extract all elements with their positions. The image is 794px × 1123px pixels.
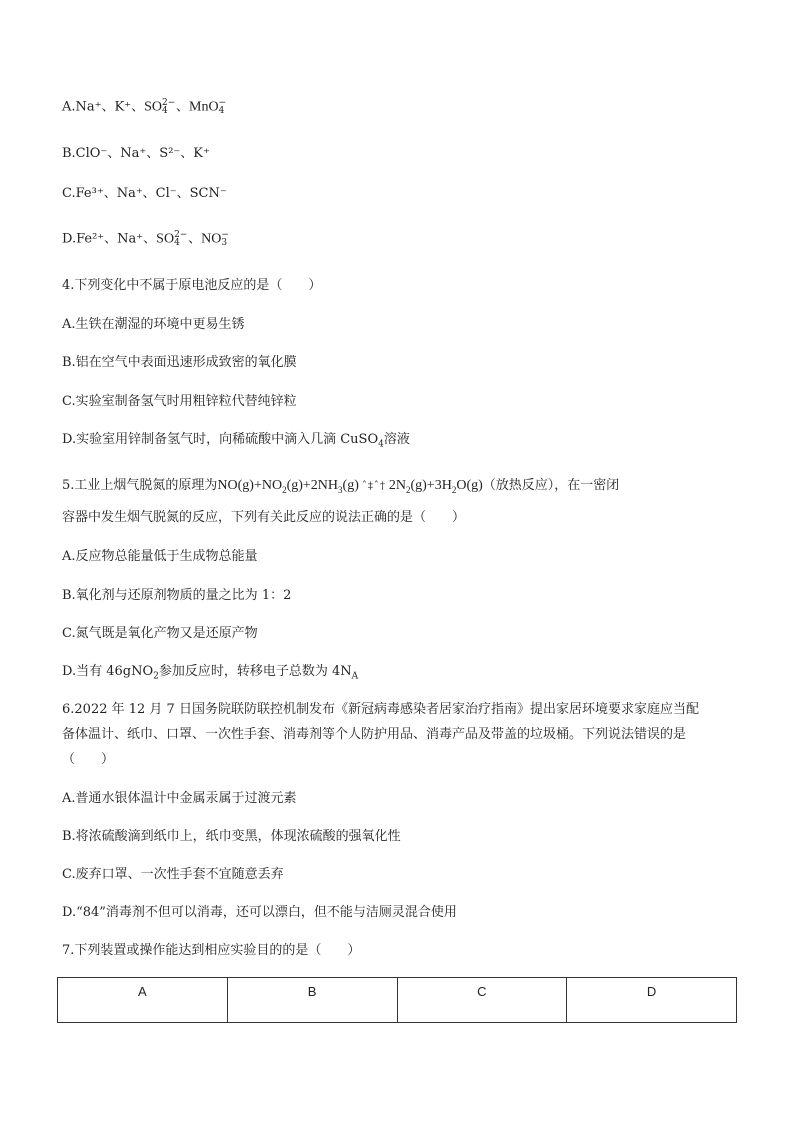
q5-option-b: B.氧化剂与还原剂物质的量之比为 1：2 (62, 588, 292, 603)
q3-option-c: C.Fe³⁺、Na⁺、Cl⁻、SCN⁻ (62, 186, 227, 201)
q6-option-a: A.普通水银体温计中金属汞属于过渡元素 (62, 791, 297, 806)
q5-stem-line1: 5.工业上烟气脱氮的原理为$NO(g)+NO_2(g)+2NH_3(g)$ ˆ‡ˆ† $2N_2(g)+3H_2O(g)$（放热反应），在一密闭 (62, 478, 620, 495)
q7-column-c: C (397, 978, 567, 1023)
q6-stem-line3: （ ） (62, 752, 115, 767)
q3-option-d: D.Fe²⁺、Na⁺、SO 2− 4 、NO − 3 (62, 230, 229, 248)
q4-option-c: C.实验室制备氢气时用粗锌粒代替纯锌粒 (62, 394, 297, 409)
q6-option-d: D.“84”消毒剂不但可以消毒，还可以漂白，但不能与洁厕灵混合使用 (62, 905, 457, 920)
q5-stem-line2: 容器中发生烟气脱氮的反应，下列有关此反应的说法正确的是（ ） (62, 510, 466, 525)
q4-option-a: A.生铁在潮湿的环境中更易生锈 (62, 317, 245, 332)
q6-stem-line2: 备体温计、纸巾、口罩、一次性手套、消毒剂等个人防护用品、消毒产品及带盖的垃圾桶。下列说法错误的是 (62, 727, 687, 742)
q7-options-table (57, 977, 737, 1023)
q3-option-b: B.ClO⁻、Na⁺、S²⁻、K⁺ (62, 146, 210, 161)
q6-option-b: B.将浓硫酸滴到纸巾上，纸巾变黑，体现浓硫酸的强氧化性 (62, 829, 401, 844)
equilibrium-arrow: ˆ‡ˆ† (361, 481, 386, 492)
q5-option-a: A.反应物总能量低于生成物总能量 (62, 549, 258, 564)
q4-option-d: D.实验室用锌制备氢气时，向稀硫酸中滴入几滴 CuSO$_4$溶液 (62, 432, 410, 450)
q7-column-a: A (58, 978, 228, 1023)
q4-stem: 4.下列变化中不属于原电池反应的是（ ） (62, 278, 322, 293)
q4-option-b: B.铝在空气中表面迅速形成致密的氧化膜 (62, 355, 297, 370)
q7-stem: 7.下列装置或操作能达到相应实验目的的是（ ） (62, 943, 361, 958)
q6-option-c: C.废弃口罩、一次性手套不宜随意丢弃 (62, 867, 284, 882)
q5-option-d: D.当有 46gNO$_2$参加反应时，转移电子总数为 $4N_A$ (62, 664, 359, 682)
q7-column-b: B (227, 978, 397, 1023)
q5-option-c: C.氮气既是氧化产物又是还原产物 (62, 626, 258, 641)
q3-option-a: A.Na⁺、K⁺、SO 2− 4 、MnO − 4 (62, 98, 227, 116)
q7-column-d: D (567, 978, 737, 1023)
q6-stem-line1: 6.2022 年 12 月 7 日国务院联防联控机制发布《新冠病毒感染者居家治疗指南》提出家居环境要求家庭应当配 (62, 702, 699, 717)
